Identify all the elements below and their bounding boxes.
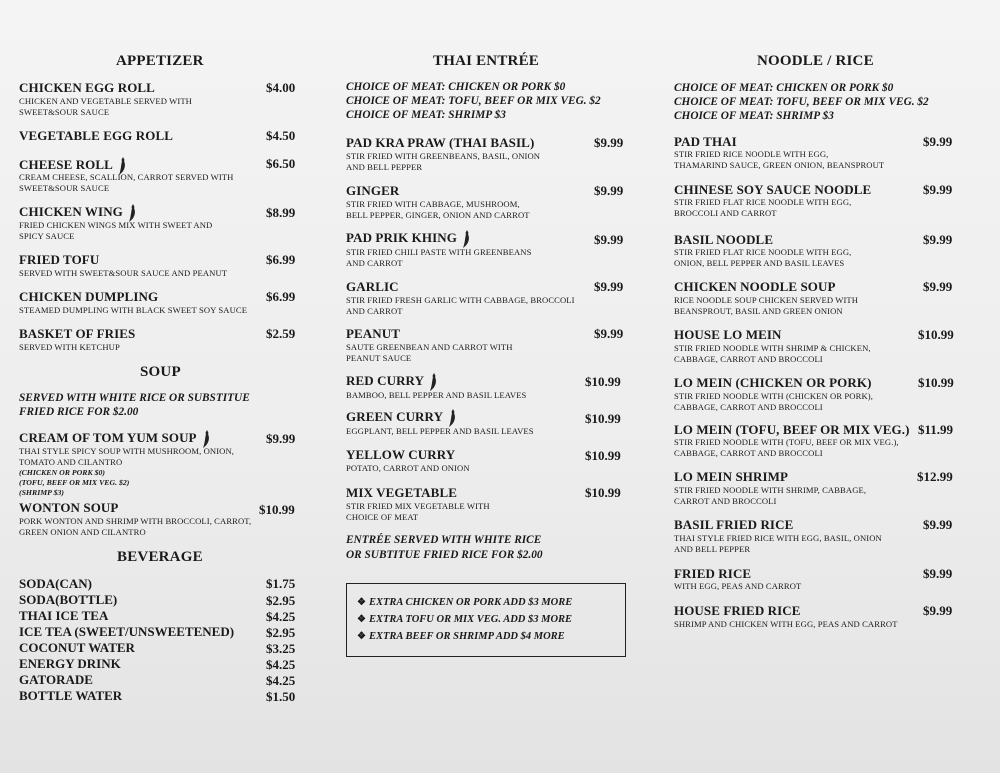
- section-title-soup: SOUP: [140, 364, 181, 380]
- menu-item-desc: SPICY SAUCE: [19, 231, 75, 241]
- soup-note: FRIED RICE FOR $2.00: [19, 406, 139, 418]
- menu-item-desc: CABBAGE, CARROT AND BROCCOLI: [674, 402, 823, 412]
- extra-row: [357, 597, 572, 608]
- menu-item-desc: STIR FRIED WITH CABBAGE, MUSHROOM,: [346, 199, 520, 209]
- menu-item-price: $6.99: [266, 252, 296, 267]
- menu-item-name: FRIED RICE: [674, 566, 752, 581]
- menu-item-name: MIX VEGETABLE: [346, 485, 457, 500]
- menu-item-price: $6.99: [266, 289, 296, 304]
- beverage-price: $1.50: [266, 689, 296, 704]
- menu-item-name: PEANUT: [346, 326, 401, 341]
- menu-item-desc: CARROT AND BROCCOLI: [674, 496, 777, 506]
- menu-item-desc: PEANUT SAUCE: [346, 353, 412, 363]
- menu-item-price: $10.99: [585, 448, 621, 463]
- menu-item-desc: ONION, BELL PEPPER AND BASIL LEAVES: [674, 258, 845, 268]
- menu-item-price: $10.99: [585, 374, 621, 389]
- menu-item-name: PAD THAI: [674, 134, 737, 149]
- menu-item-name: BASKET OF FRIES: [19, 326, 136, 341]
- beverage-name: SODA(BOTTLE): [19, 592, 118, 607]
- meat-choice: CHOICE OF MEAT: CHICKEN OR PORK $0: [674, 82, 894, 94]
- menu-item-desc: SERVED WITH KETCHUP: [19, 342, 120, 352]
- menu-item-desc: BEANSPROUT, BASIL AND GREEN ONION: [674, 306, 843, 316]
- menu-item-desc: STIR FRIED NOODLE WITH (CHICKEN OR PORK),: [674, 391, 873, 401]
- menu-item-name: [346, 229, 471, 249]
- beverage-name: SODA(CAN): [19, 576, 92, 591]
- beverage-price: $4.25: [266, 673, 296, 688]
- beverage-price: $4.25: [266, 657, 296, 672]
- extra-label: EXTRA TOFU OR MIX VEG. ADD $3 MORE: [369, 614, 573, 625]
- menu-item-price: $9.99: [266, 431, 296, 446]
- menu-item-desc: AND CARROT: [346, 258, 403, 268]
- beverage-name: ENERGY DRINK: [19, 656, 121, 671]
- menu-item-desc: SERVED WITH SWEET&SOUR SAUCE AND PEANUT: [19, 268, 228, 278]
- menu-item-price: $9.99: [594, 135, 624, 150]
- menu-item-desc: STIR FRIED RICE NOODLE WITH EGG,: [674, 149, 829, 159]
- menu-item-price: $4.50: [266, 128, 296, 143]
- entree-note: ENTRÉE SERVED WITH WHITE RICE: [346, 534, 542, 546]
- menu-item-price: $9.99: [594, 183, 624, 198]
- beverage-name: COCONUT WATER: [19, 640, 135, 655]
- soup-option: (SHRIMP $3): [19, 488, 64, 497]
- menu-item-price: $8.99: [266, 205, 296, 220]
- menu-item-desc: EGGPLANT, BELL PEPPER AND BASIL LEAVES: [346, 426, 534, 436]
- menu-item-price: $9.99: [923, 566, 953, 581]
- menu-item-price: $9.99: [923, 182, 953, 197]
- menu-item-price: $11.99: [918, 422, 954, 437]
- menu-item-price: $6.50: [266, 156, 296, 171]
- menu-item-price: $4.00: [266, 80, 296, 95]
- menu-item-desc: BELL PEPPER, GINGER, ONION AND CARROT: [346, 210, 530, 220]
- menu-item-desc: CHICKEN AND VEGETABLE SERVED WITH: [19, 96, 192, 106]
- menu-item-name: CHICKEN EGG ROLL: [19, 80, 155, 95]
- menu-item-desc: CREAM CHEESE, SCALLION, CARROT SERVED WITH: [19, 172, 234, 182]
- menu-item-desc: SHRIMP AND CHICKEN WITH EGG, PEAS AND CARROT: [674, 619, 898, 629]
- menu-item-desc: SWEET&SOUR SAUCE: [19, 107, 110, 117]
- diamond-bullet-icon: ❖: [357, 614, 366, 625]
- menu-item-desc: STIR FRIED WITH GREENBEANS, BASIL, ONION: [346, 151, 541, 161]
- menu-item-price: $9.99: [923, 134, 953, 149]
- menu-item-name: HOUSE FRIED RICE: [674, 603, 801, 618]
- menu-item-name: BASIL NOODLE: [674, 232, 774, 247]
- beverage-name: THAI ICE TEA: [19, 608, 109, 623]
- menu-item-desc: THAMARIND SAUCE, GREEN ONION, BEANSPROUT: [674, 160, 885, 170]
- menu-item-desc: STIR FRIED FLAT RICE NOODLE WITH EGG,: [674, 197, 852, 207]
- menu-item-desc: STIR FRIED NOODLE WITH (TOFU, BEEF OR MIX VEG.),: [674, 437, 899, 447]
- meat-choice: CHOICE OF MEAT: TOFU, BEEF OR MIX VEG. $2: [674, 96, 929, 108]
- section-title-beverage: BEVERAGE: [117, 549, 203, 565]
- soup-note: SERVED WITH WHITE RICE OR SUBSTITUE: [19, 392, 250, 404]
- menu-item-desc: GREEN ONION AND CILANTRO: [19, 527, 146, 537]
- menu-item-desc: AND BELL PEPPER: [346, 162, 423, 172]
- menu-item-desc: THAI STYLE FRIED RICE WITH EGG, BASIL, ONION: [674, 533, 882, 543]
- soup-option: (CHICKEN OR PORK $0): [19, 468, 105, 477]
- beverage-price: $4.25: [266, 609, 296, 624]
- menu-item-desc: STEAMED DUMPLING WITH BLACK SWEET SOY SAUCE: [19, 305, 248, 315]
- menu-item-name: CHICKEN DUMPLING: [19, 289, 159, 304]
- menu-item-desc: CABBAGE, CARROT AND BROCCOLI: [674, 354, 823, 364]
- menu-item-name: YELLOW CURRY: [346, 447, 456, 462]
- menu-item-desc: CHOICE OF MEAT: [346, 512, 419, 522]
- menu-item-label: GREEN CURRY: [346, 408, 444, 424]
- menu-item-label: CREAM OF TOM YUM SOUP: [19, 429, 197, 445]
- menu-item-name: BASIL FRIED RICE: [674, 517, 794, 532]
- menu-item-desc: POTATO, CARROT AND ONION: [346, 463, 470, 473]
- menu-item-price: $2.59: [266, 326, 296, 341]
- menu-item-desc: PORK WONTON AND SHRIMP WITH BROCCOLI, CARROT,: [19, 516, 252, 526]
- menu-item-desc: CABBAGE, CARROT AND BROCCOLI: [674, 448, 823, 458]
- menu-item-name: HOUSE LO MEIN: [674, 327, 782, 342]
- menu-item-price: $9.99: [923, 517, 953, 532]
- extra-row: [357, 631, 565, 642]
- menu-item-name: [346, 372, 438, 392]
- diamond-bullet-icon: ❖: [357, 597, 366, 608]
- menu-item-price: $12.99: [917, 469, 953, 484]
- beverage-name: GATORADE: [19, 672, 93, 687]
- menu-item-name: LO MEIN SHRIMP: [674, 469, 789, 484]
- menu-item-name: LO MEIN (TOFU, BEEF OR MIX VEG.): [674, 422, 910, 437]
- chili-pepper-icon: [461, 229, 471, 249]
- menu-item-desc: BROCCOLI AND CARROT: [674, 208, 777, 218]
- menu-item-price: $9.99: [594, 326, 624, 341]
- menu-item-label: PAD PRIK KHING: [346, 229, 457, 245]
- meat-choice: CHOICE OF MEAT: TOFU, BEEF OR MIX VEG. $2: [346, 95, 601, 107]
- chili-pepper-icon: [428, 372, 438, 392]
- meat-choice: CHOICE OF MEAT: CHICKEN OR PORK $0: [346, 81, 566, 93]
- entree-note: OR SUBTITUE FRIED RICE FOR $2.00: [346, 549, 543, 561]
- menu-item-name: CHINESE SOY SAUCE NOODLE: [674, 182, 872, 197]
- menu-item-price: $10.99: [259, 502, 295, 517]
- menu-item-price: $10.99: [585, 485, 621, 500]
- menu-item-desc: STIR FRIED MIX VEGETABLE WITH: [346, 501, 490, 511]
- menu-item-price: $9.99: [594, 279, 624, 294]
- menu-item-desc: STIR FRIED FLAT RICE NOODLE WITH EGG,: [674, 247, 852, 257]
- menu-item-desc: AND CARROT: [346, 306, 403, 316]
- menu-item-name: CHICKEN NOODLE SOUP: [674, 279, 836, 294]
- menu-item-desc: STIR FRIED NOODLE WITH SHRIMP, CABBAGE,: [674, 485, 867, 495]
- menu-item-desc: FRIED CHICKEN WINGS MIX WITH SWEET AND: [19, 220, 213, 230]
- menu-item-desc: BAMBOO, BELL PEPPER AND BASIL LEAVES: [346, 390, 527, 400]
- soup-option: (TOFU, BEEF OR MIX VEG. $2): [19, 478, 130, 487]
- menu-item-label: RED CURRY: [346, 372, 425, 388]
- menu-item-desc: TOMATO AND CILANTRO: [19, 457, 123, 467]
- menu-item-desc: STIR FRIED CHILI PASTE WITH GREENBEANS: [346, 247, 532, 257]
- menu-item-label: CHEESE ROLL: [19, 156, 113, 172]
- diamond-bullet-icon: ❖: [357, 631, 366, 642]
- menu-item-label: CHICKEN WING: [19, 203, 123, 219]
- beverage-price: $2.95: [266, 593, 296, 608]
- beverage-price: $2.95: [266, 625, 296, 640]
- extras-box: [346, 583, 626, 657]
- section-title-entree: THAI ENTRÉE: [433, 53, 539, 69]
- menu-item-price: $10.99: [918, 375, 954, 390]
- menu-item-desc: SAUTE GREENBEAN AND CARROT WITH: [346, 342, 513, 352]
- menu-item-desc: STIR FRIED FRESH GARLIC WITH CABBAGE, BROCCOLI: [346, 295, 575, 305]
- menu-item-name: GARLIC: [346, 279, 399, 294]
- extra-row: [357, 614, 572, 625]
- menu-item-desc: THAI STYLE SPICY SOUP WITH MUSHROOM, ONION,: [19, 446, 235, 456]
- menu-item-desc: WITH EGG, PEAS AND CARROT: [674, 581, 802, 591]
- menu-item-price: $10.99: [918, 327, 954, 342]
- beverage-price: $1.75: [266, 576, 296, 591]
- menu-item-price: $9.99: [923, 279, 953, 294]
- menu-item-name: GINGER: [346, 183, 400, 198]
- meat-choice: CHOICE OF MEAT: SHRIMP $3: [674, 110, 834, 122]
- menu-item-price: $9.99: [923, 232, 953, 247]
- menu-item-name: PAD KRA PRAW (THAI BASIL): [346, 135, 535, 150]
- menu-item-desc: AND BELL PEPPER: [674, 544, 751, 554]
- menu-item-desc: RICE NOODLE SOUP CHICKEN SERVED WITH: [674, 295, 859, 305]
- meat-choice: CHOICE OF MEAT: SHRIMP $3: [346, 109, 506, 121]
- extra-label: EXTRA BEEF OR SHRIMP ADD $4 MORE: [369, 631, 565, 642]
- beverage-price: $3.25: [266, 641, 296, 656]
- section-title-appetizer: APPETIZER: [116, 53, 204, 69]
- menu-item-desc: STIR FRIED NOODLE WITH SHRIMP & CHICKEN,: [674, 343, 871, 353]
- menu-item-name: WONTON SOUP: [19, 500, 119, 515]
- menu-item-name: VEGETABLE EGG ROLL: [19, 128, 173, 143]
- menu-item-price: $10.99: [585, 411, 621, 426]
- menu-item-name: LO MEIN (CHICKEN OR PORK): [674, 375, 872, 390]
- menu-item-price: $9.99: [923, 603, 953, 618]
- chili-pepper-icon: [447, 408, 457, 428]
- section-title-noodle: NOODLE / RICE: [757, 53, 874, 69]
- beverage-name: ICE TEA (SWEET/UNSWEETENED): [19, 624, 235, 639]
- menu-item-price: $9.99: [594, 232, 624, 247]
- menu-item-desc: SWEET&SOUR SAUCE: [19, 183, 110, 193]
- extra-label: EXTRA CHICKEN OR PORK ADD $3 MORE: [369, 597, 573, 608]
- menu-item-name: [346, 408, 457, 428]
- menu-item-name: FRIED TOFU: [19, 252, 100, 267]
- beverage-name: BOTTLE WATER: [19, 688, 123, 703]
